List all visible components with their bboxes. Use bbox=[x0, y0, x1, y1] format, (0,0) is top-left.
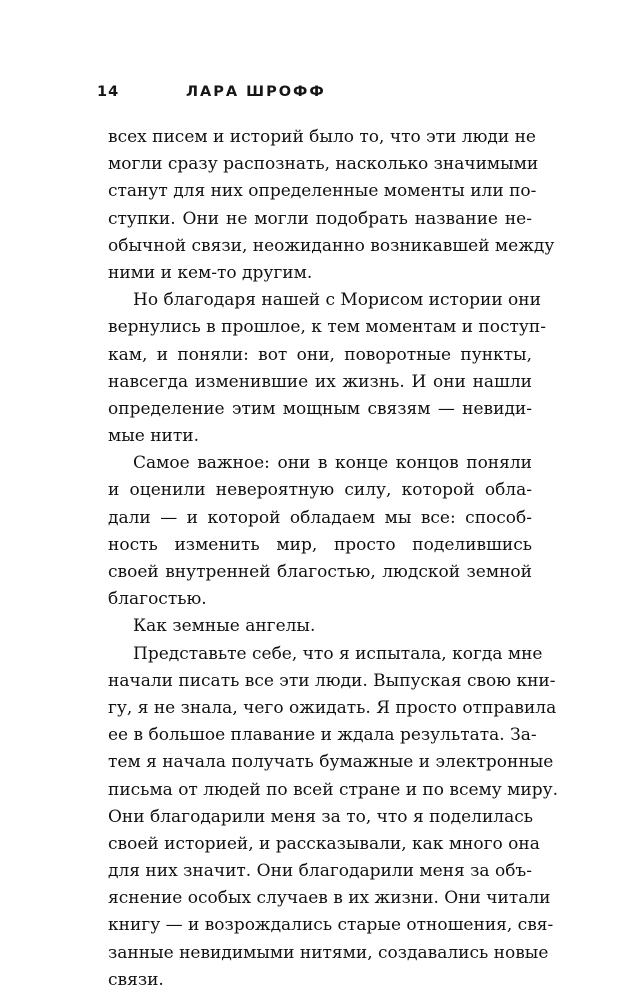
text-line: книгу — и возрождались старые отношения, свя- bbox=[108, 915, 554, 936]
text-line: вернулись в прошлое, к тем моментам и поступ- bbox=[108, 317, 546, 338]
text-line: всех писем и историй было то, что эти люди не bbox=[108, 127, 536, 147]
text-line: гу, я не знала, чего ожидать. Я просто отправила bbox=[108, 697, 557, 718]
text-line: ее в большое плавание и ждала результата. За- bbox=[108, 725, 537, 746]
body-text bbox=[108, 124, 559, 994]
text-line: своей историей, и рассказывали, как много она bbox=[108, 833, 540, 854]
text-line: своей внутренней благостью, людской земной bbox=[108, 562, 532, 582]
paragraph bbox=[108, 613, 532, 640]
text-line: благостью. bbox=[108, 589, 207, 610]
text-line: занные невидимыми нитями, создавались новые bbox=[108, 942, 549, 963]
text-line: навсегда изменившие их жизнь. И они нашли bbox=[108, 371, 532, 392]
text-line: кам, и поняли: вот они, поворотные пункты, bbox=[108, 344, 532, 365]
text-line: связи. bbox=[108, 969, 164, 990]
paragraph bbox=[108, 450, 532, 613]
text-line: для них значит. Они благодарили меня за объ- bbox=[108, 861, 532, 882]
text-line: начали писать все эти люди. Выпуская свою кни- bbox=[108, 670, 556, 691]
text-line: Они благодарили меня за то, что я поделилась bbox=[108, 806, 534, 827]
text-line: Но благодаря нашей с Морисом истории они bbox=[133, 290, 541, 311]
text-line: письма от людей по всей стране и по всему миру. bbox=[108, 779, 559, 800]
running-head-author: ЛАРА ШРОФФ bbox=[186, 84, 326, 100]
paragraph bbox=[108, 287, 546, 450]
text-line: могли сразу распознать, насколько значимыми bbox=[108, 154, 539, 175]
page-header bbox=[97, 84, 537, 104]
text-line: Самое важное: они в конце концов поняли bbox=[133, 453, 532, 474]
text-line: мые нити. bbox=[108, 426, 200, 447]
text-line: и оценили невероятную силу, которой обла- bbox=[108, 480, 532, 501]
text-line: обычной связи, неожиданно возникавшей между bbox=[108, 235, 555, 256]
text-line: Как земные ангелы. bbox=[133, 616, 316, 637]
text-line: ность изменить мир, просто поделившись bbox=[108, 534, 532, 555]
paragraph bbox=[108, 124, 555, 287]
text-line: яснение особых случаев в их жизни. Они читали bbox=[108, 888, 551, 909]
text-line: ступки. Они не могли подобрать название не- bbox=[108, 208, 532, 229]
page-number: 14 bbox=[97, 84, 120, 100]
text-line: ними и кем-то другим. bbox=[108, 262, 313, 283]
paragraph bbox=[108, 641, 559, 994]
text-line: Представьте себе, что я испытала, когда мне bbox=[133, 643, 543, 664]
text-line: определение этим мощным связям — невиди- bbox=[108, 398, 532, 419]
text-line: станут для них определенные моменты или по- bbox=[108, 181, 537, 202]
text-line: тем я начала получать бумажные и электронные bbox=[108, 752, 554, 773]
text-line: дали — и которой обладаем мы все: способ- bbox=[108, 507, 532, 528]
